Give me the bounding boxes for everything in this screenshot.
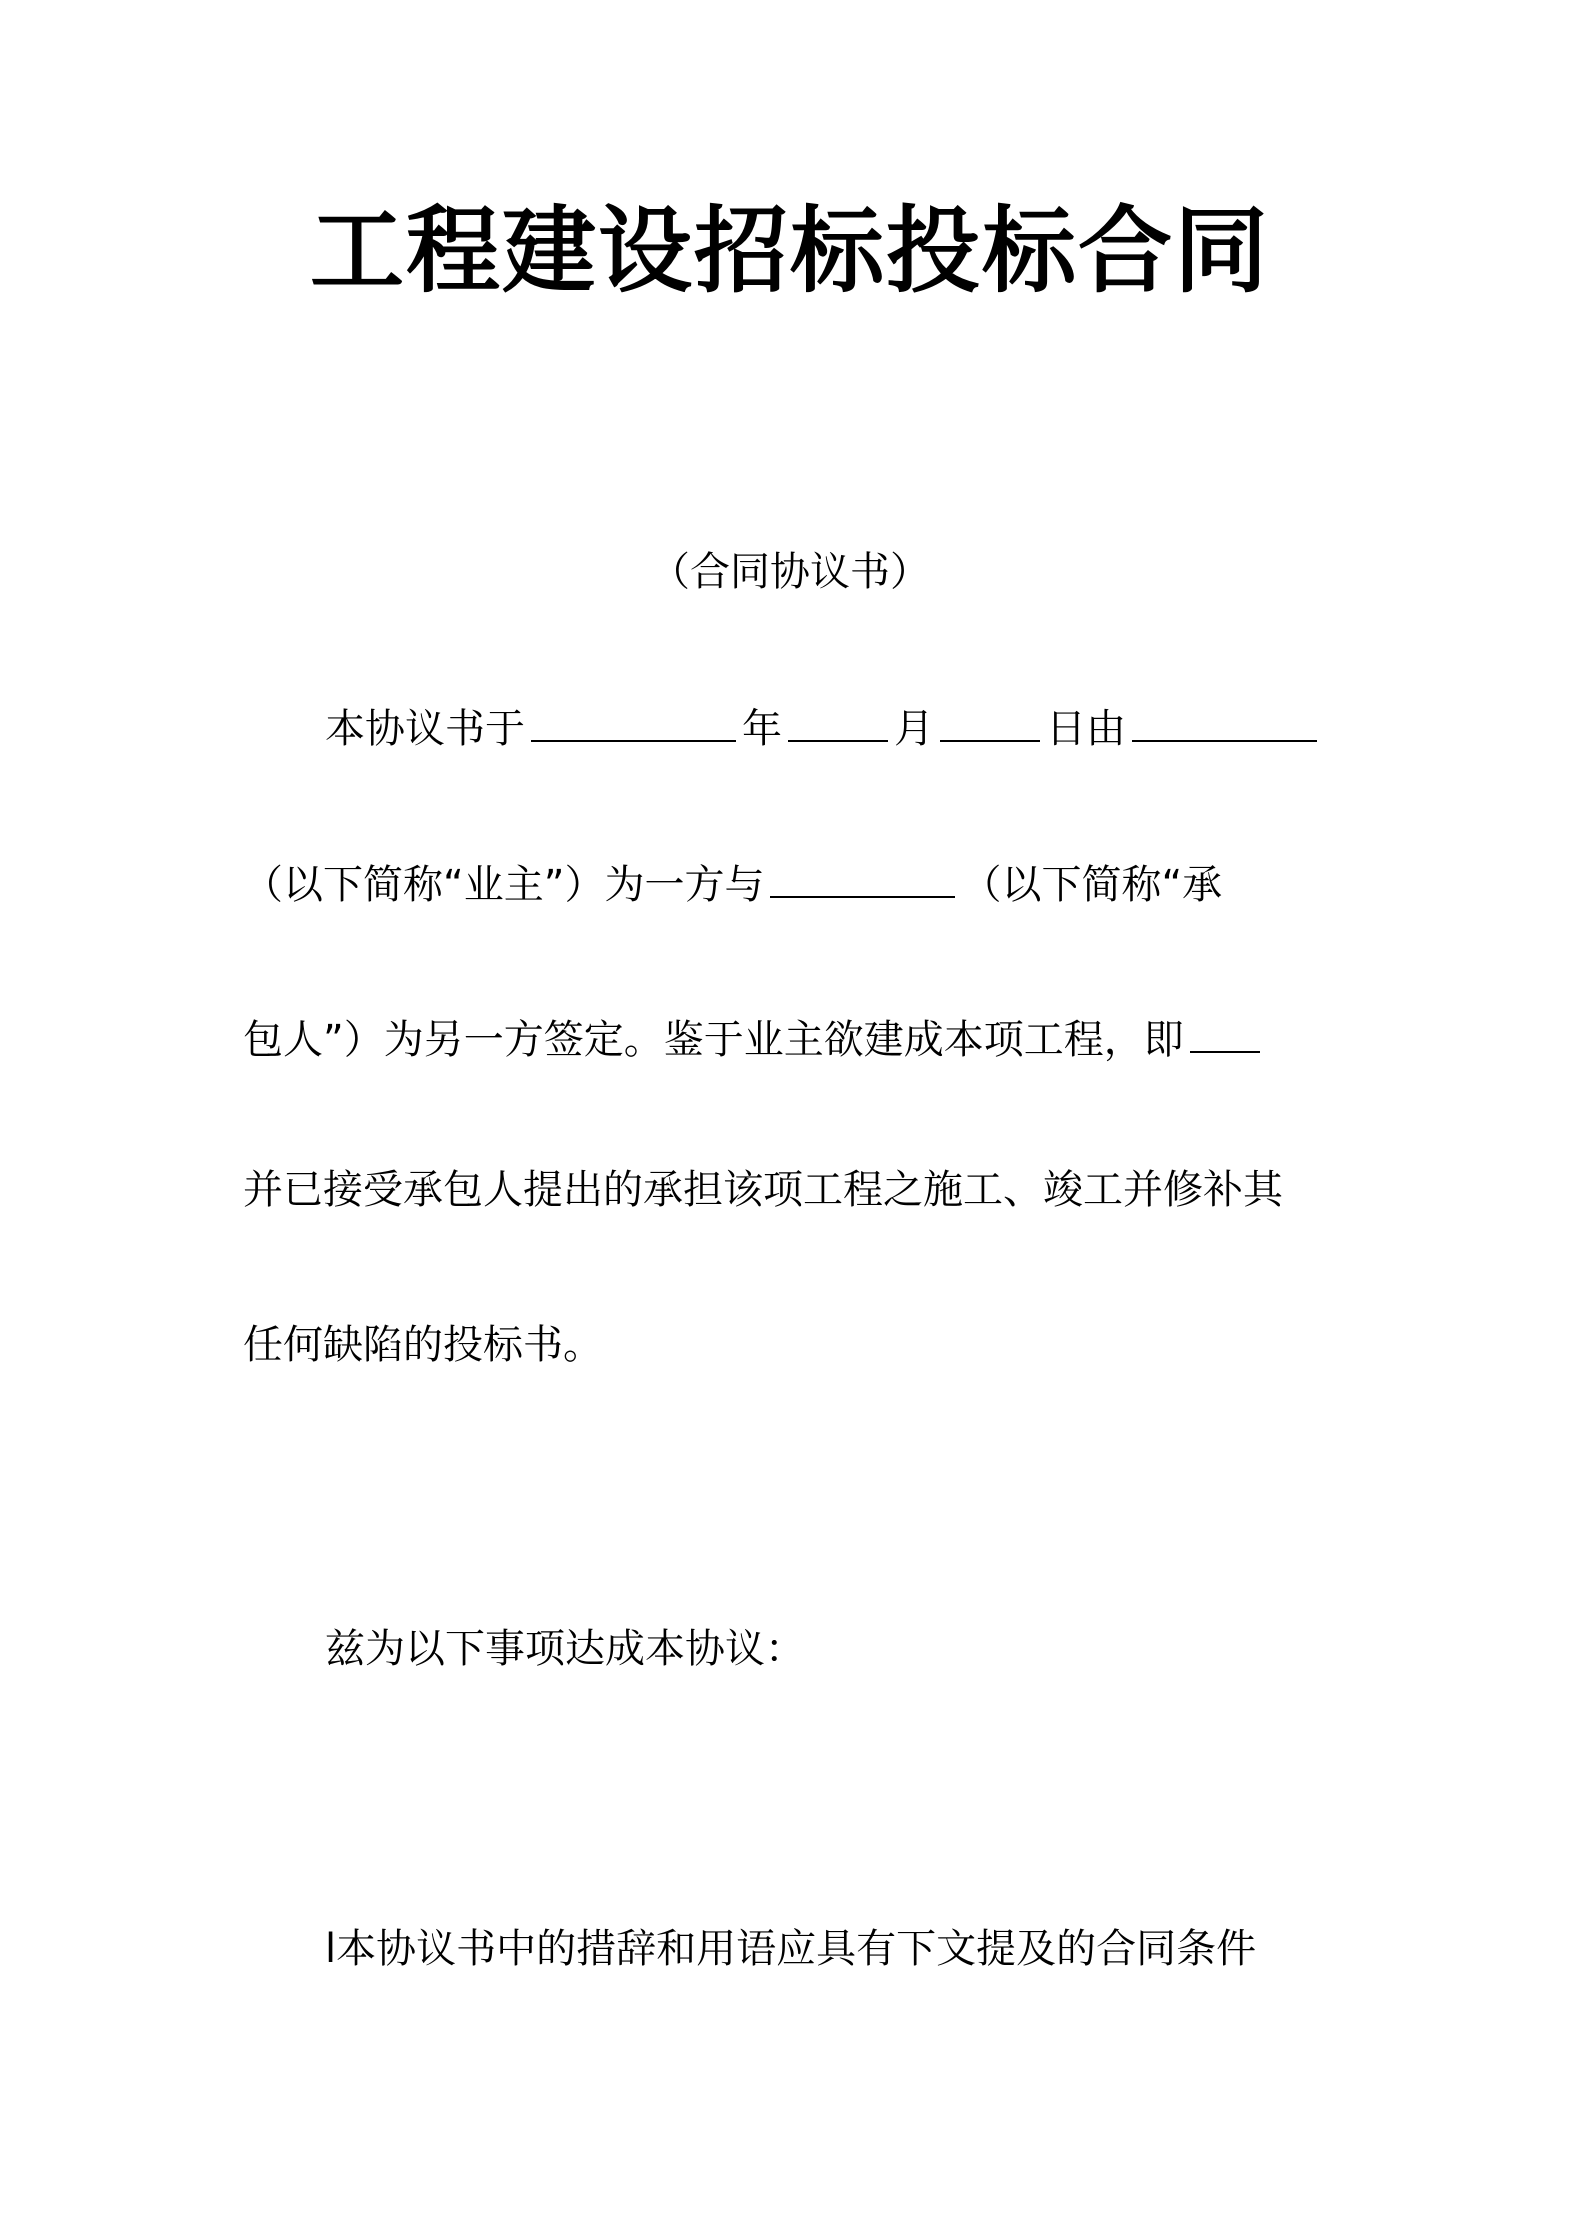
project-intro-text: 包人”）为另一方签定。鉴于业主欲建成本项工程，即 — [243, 1017, 1184, 1063]
agreement-line-3 — [243, 1011, 1266, 1064]
document-title: 工程建设招标投标合同 — [309, 197, 1270, 306]
agreement-line-5 — [243, 1321, 603, 1369]
agreement-line-1 — [325, 700, 1323, 753]
agreement-intro-text: 本协议书于 — [325, 706, 525, 752]
month-label: 月 — [894, 706, 934, 752]
day-by-label: 日由 — [1046, 706, 1126, 752]
agreement-matters-text: 兹为以下事项达成本协议： — [325, 1626, 805, 1672]
agreement-matters-line — [325, 1625, 805, 1673]
owner-name-blank[interactable] — [1132, 700, 1317, 742]
contractor-definition-text: （以下简称“承 — [961, 862, 1223, 908]
tender-acceptance-text: 并已接受承包人提出的承担该项工程之施工、竣工并修补其 — [243, 1167, 1283, 1213]
agreement-line-2 — [243, 856, 1222, 909]
year-label: 年 — [742, 706, 782, 752]
day-blank[interactable] — [940, 700, 1040, 742]
year-blank[interactable] — [531, 700, 736, 742]
agreement-line-4 — [243, 1166, 1283, 1214]
contractor-name-blank[interactable] — [770, 856, 955, 898]
tender-defects-text: 任何缺陷的投标书。 — [243, 1322, 603, 1368]
owner-definition-text: （以下简称“业主”）为一方与 — [243, 862, 765, 908]
clause-item-1 — [325, 1925, 1256, 1973]
month-blank[interactable] — [788, 700, 888, 742]
document-subtitle: （合同协议书） — [650, 549, 930, 595]
project-name-blank[interactable] — [1190, 1011, 1260, 1053]
clause-item-1-text: l本协议书中的措辞和用语应具有下文提及的合同条件 — [325, 1926, 1257, 1972]
